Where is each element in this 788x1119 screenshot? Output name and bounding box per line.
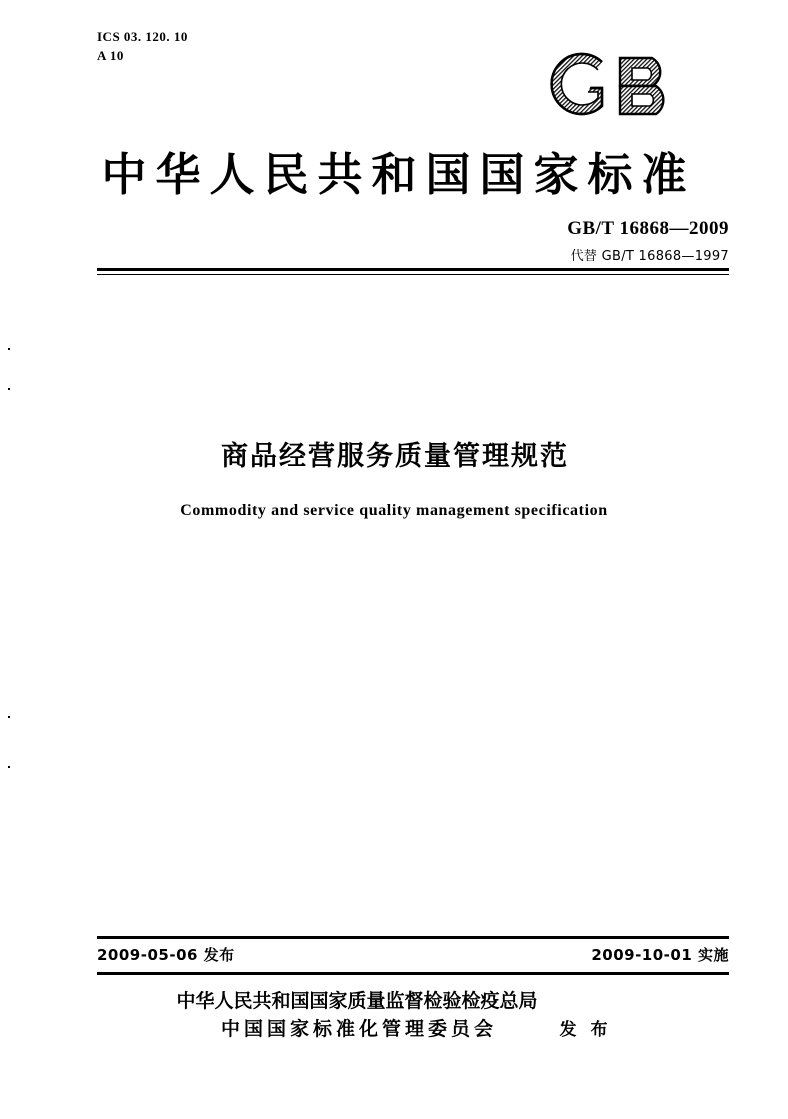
publisher-issue-label: 发 布 — [559, 1020, 612, 1041]
issue-date: 2009-05-06 发布 — [97, 946, 235, 964]
gb-emblem-icon — [540, 42, 700, 124]
standard-number-block — [567, 218, 729, 264]
document-title-english: Commodity and service quality management specification — [180, 502, 608, 519]
publisher-line-2: 中国国家标准化管理委员会 — [221, 1017, 498, 1040]
registration-mark — [8, 766, 10, 768]
publisher-block — [0, 988, 788, 1043]
publisher-names — [177, 988, 538, 1043]
standard-number: GB/T 16868—2009 — [567, 218, 729, 239]
footer-divider-top — [97, 936, 729, 939]
registration-mark — [8, 388, 10, 390]
registration-mark — [8, 348, 10, 350]
ics-code: ICS 03. 120. 10 — [97, 29, 188, 44]
header-divider-thick — [97, 268, 729, 271]
footer-divider-bottom — [97, 972, 729, 975]
implementation-date: 2009-10-01 实施 — [591, 946, 729, 964]
ics-classification-block — [97, 28, 188, 66]
header-divider-thin — [97, 274, 729, 275]
publisher-line-1: 中华人民共和国国家质量监督检验检疫总局 — [176, 990, 538, 1012]
standard-replaces: 代替 GB/T 16868—1997 — [570, 249, 729, 264]
national-standard-title: 中华人民共和国国家标准 — [101, 148, 696, 201]
ccs-code: A 10 — [97, 47, 124, 63]
document-title-chinese: 商品经营服务质量管理规范 — [221, 441, 569, 472]
registration-mark — [8, 716, 10, 718]
